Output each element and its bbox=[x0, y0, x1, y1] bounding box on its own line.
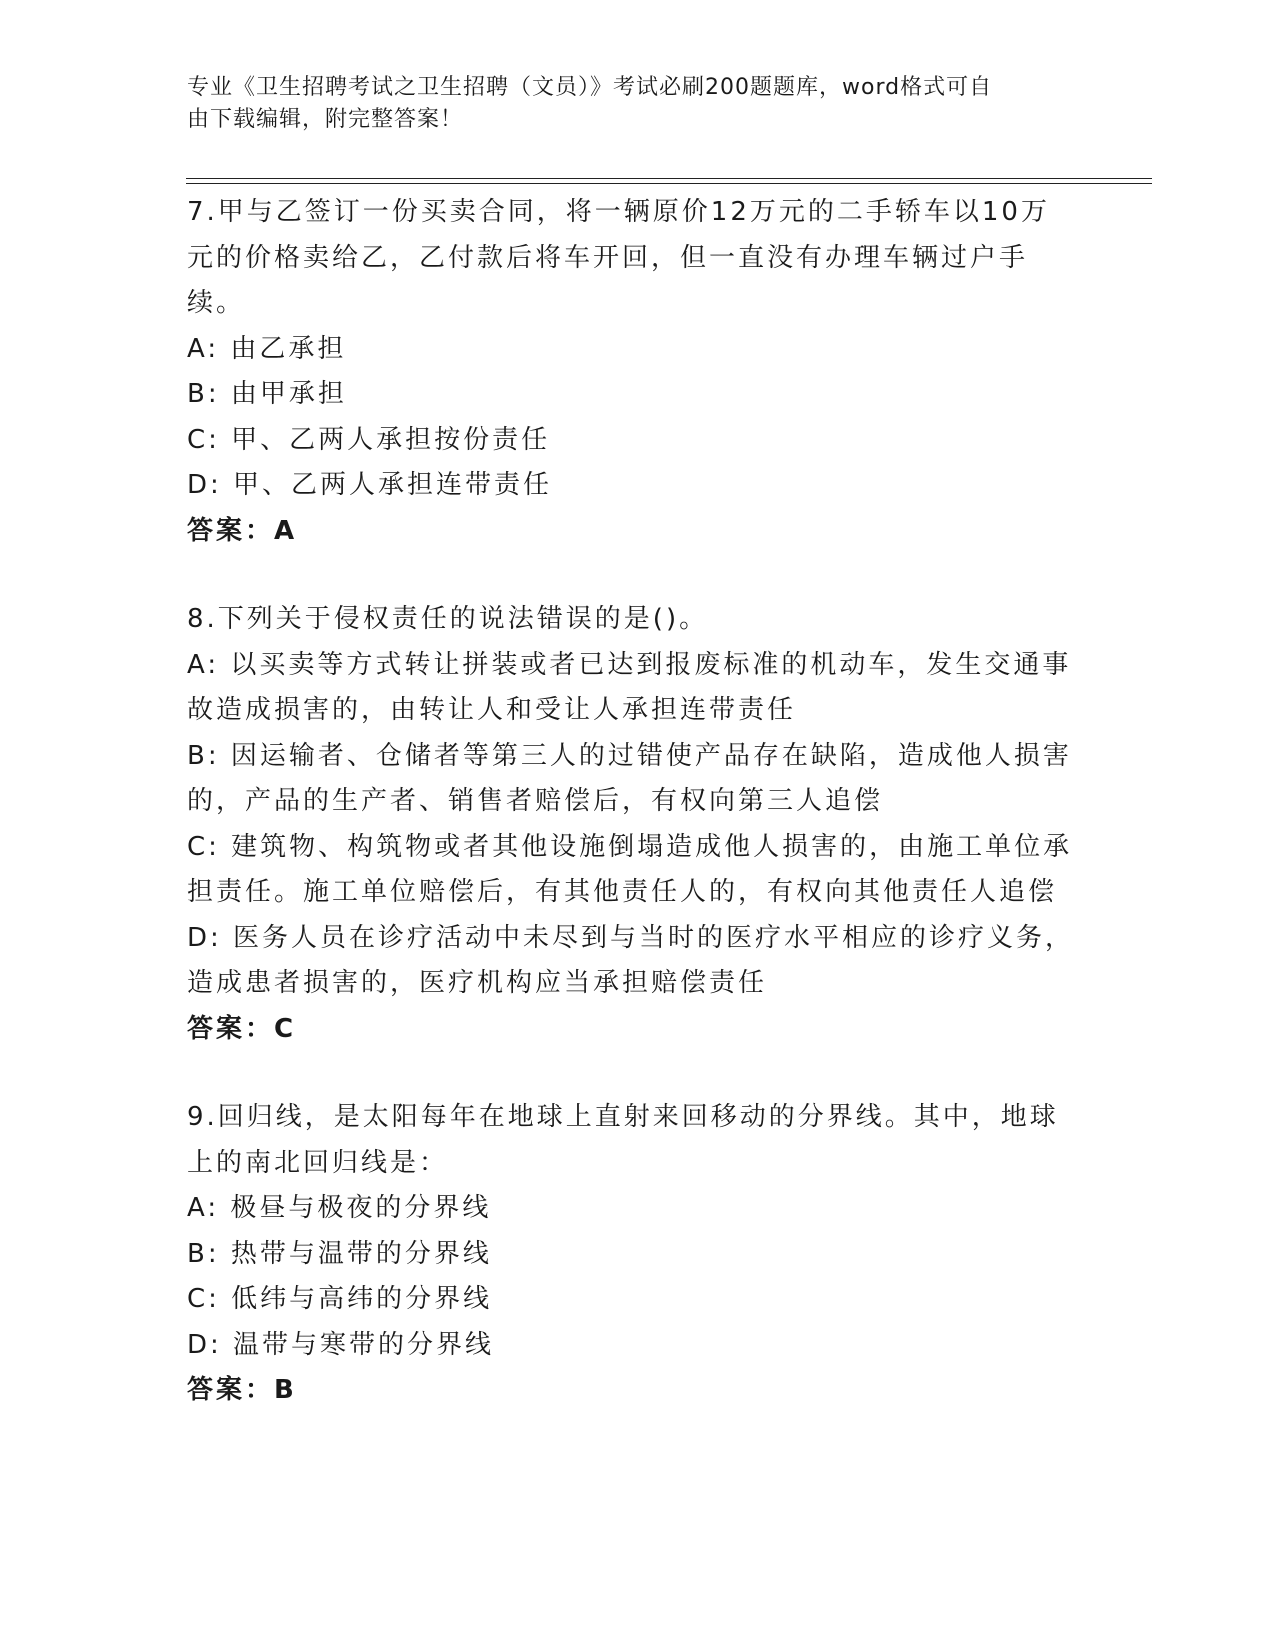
header-line-1: 专业《卫生招聘考试之卫生招聘（文员）》考试必刷200题题库，word格式可自 bbox=[187, 75, 993, 100]
option-a: A: 极昼与极夜的分界线 bbox=[187, 1193, 492, 1223]
option-c: C: 建筑物、构筑物或者其他设施倒塌造成他人损害的，由施工单位承担责任。施工单位赔偿后，有其他责任人的，有权向其他责任人追偿 bbox=[187, 831, 1073, 907]
answer-label: 答案：A bbox=[187, 515, 298, 546]
option-d: D: 甲、乙两人承担连带责任 bbox=[187, 470, 553, 500]
question-8 bbox=[187, 597, 1077, 1052]
question-text: 8.下列关于侵权责任的说法错误的是()。 bbox=[187, 604, 709, 634]
answer-label: 答案：C bbox=[187, 1013, 297, 1044]
option-a: A: 以买卖等方式转让拼装或者已达到报废标准的机动车，发生交通事故造成损害的，由转让人和受让人承担连带责任 bbox=[187, 649, 1072, 725]
question-text: 9.回归线，是太阳每年在地球上直射来回移动的分界线。其中，地球上的南北回归线是： bbox=[187, 1102, 1059, 1178]
question-list bbox=[187, 190, 1077, 1457]
option-c: C: 低纬与高纬的分界线 bbox=[187, 1284, 493, 1314]
option-b: B: 热带与温带的分界线 bbox=[187, 1238, 492, 1269]
header-divider-bottom bbox=[186, 183, 1152, 184]
option-d: D: 医务人员在诊疗活动中未尽到与当时的医疗水平相应的诊疗义务，造成患者损害的，医疗机构应当承担赔偿责任 bbox=[187, 922, 1075, 998]
option-b: B: 由甲承担 bbox=[187, 379, 347, 409]
header-line-2: 由下载编辑，附完整答案！ bbox=[187, 107, 464, 132]
header-divider-top bbox=[186, 178, 1152, 179]
question-9 bbox=[187, 1095, 1077, 1414]
question-text: 7.甲与乙签订一份买卖合同，将一辆原价12万元的二手轿车以10万元的价格卖给乙，乙付款后将车开回，但一直没有办理车辆过户手续。 bbox=[187, 197, 1050, 318]
question-7 bbox=[187, 190, 1077, 554]
option-b: B: 因运输者、仓储者等第三人的过错使产品存在缺陷，造成他人损害的，产品的生产者、销售者赔偿后，有权向第三人追偿 bbox=[187, 740, 1072, 816]
document-header bbox=[187, 72, 1067, 136]
option-c: C: 甲、乙两人承担按份责任 bbox=[187, 424, 551, 455]
answer-label: 答案：B bbox=[187, 1375, 297, 1405]
option-a: A: 由乙承担 bbox=[187, 333, 347, 364]
option-d: D: 温带与寒带的分界线 bbox=[187, 1329, 495, 1360]
